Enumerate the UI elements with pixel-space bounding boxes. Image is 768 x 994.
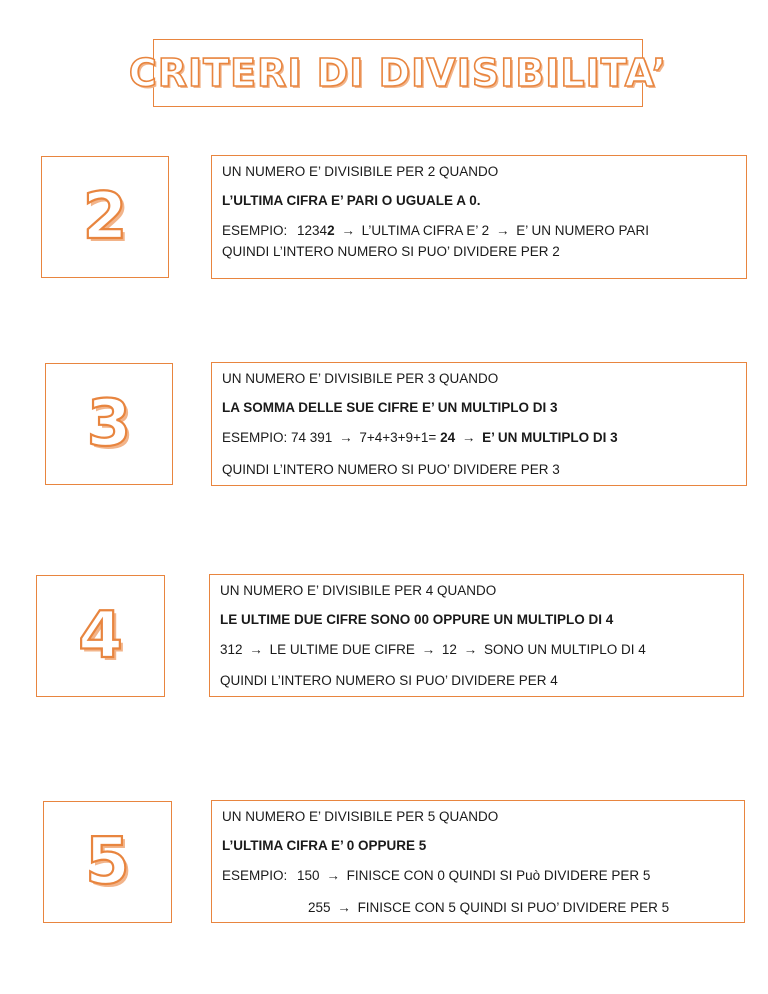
page-title: CRITERI DI DIVISIBILITA’ [128, 51, 668, 95]
rule-intro: UN NUMERO E’ DIVISIBILE PER 5 QUANDO [222, 809, 499, 824]
arrow-icon: → [339, 430, 353, 445]
rule-conclusion: QUINDI L’INTERO NUMERO SI PUO’ DIVIDERE PER 4 [220, 673, 558, 688]
example-step: SONO UN MULTIPLO DI 4 [483, 642, 646, 657]
example-label: ESEMPIO: [222, 223, 288, 238]
example-label: ESEMPIO: [222, 868, 288, 883]
example-number: 312 [220, 642, 243, 657]
rule-statement: LA SOMMA DELLE SUE CIFRE E’ UN MULTIPLO DI 3 [222, 400, 558, 415]
arrow-icon: → [461, 430, 476, 445]
rule-example-2 [308, 900, 669, 915]
rule-intro: UN NUMERO E’ DIVISIBILE PER 4 QUANDO [220, 583, 497, 598]
rule-box-5 [211, 800, 745, 923]
rule-box-3 [211, 362, 747, 486]
rule-intro: UN NUMERO E’ DIVISIBILE PER 2 QUANDO [222, 164, 499, 179]
example-number: 1234 [297, 223, 328, 238]
arrow-icon: → [495, 223, 510, 238]
rule-box-2 [211, 155, 747, 279]
number-box-5 [43, 801, 172, 923]
number-5: 5 [85, 825, 130, 899]
example-step: L’ULTIMA CIFRA E’ 2 [361, 223, 490, 238]
number-box-2 [41, 156, 169, 278]
rule-conclusion: QUINDI L’INTERO NUMERO SI PUO’ DIVIDERE PER 3 [222, 462, 560, 477]
rule-statement: LE ULTIME DUE CIFRE SONO 00 OPPURE UN MULTIPLO DI 4 [220, 612, 614, 627]
number-2: 2 [82, 180, 128, 254]
example-last-digit: 2 [327, 223, 335, 238]
rule-example [222, 430, 618, 445]
rule-example [220, 642, 646, 657]
number-3: 3 [86, 387, 132, 461]
example-sum: 7+4+3+9+1= [359, 430, 437, 445]
example-label: ESEMPIO: 74 391 [222, 430, 333, 445]
example-result-text: E’ UN MULTIPLO DI 3 [482, 430, 618, 445]
rule-example [222, 868, 650, 883]
number-4: 4 [78, 599, 123, 673]
rule-example [222, 223, 649, 238]
example-text: FINISCE CON 5 QUINDI SI PUO’ DIVIDERE PER 5 [357, 900, 670, 915]
title-box [128, 39, 668, 107]
arrow-icon: → [326, 868, 340, 883]
example-text: FINISCE CON 0 QUINDI SI Può DIVIDERE PER 5 [346, 868, 651, 883]
rule-statement: L’ULTIMA CIFRA E’ 0 OPPURE 5 [222, 838, 427, 853]
arrow-icon: → [341, 223, 355, 238]
example-result: 24 [440, 430, 456, 445]
number-box-3 [45, 363, 173, 485]
example-number: 255 [308, 900, 331, 915]
arrow-icon: → [249, 642, 263, 657]
rule-conclusion: QUINDI L’INTERO NUMERO SI PUO’ DIVIDERE PER 2 [222, 244, 560, 259]
rule-statement: L’ULTIMA CIFRA E’ PARI O UGUALE A 0. [222, 193, 481, 208]
example-step: 12 [441, 642, 457, 657]
rule-box-4 [209, 574, 744, 697]
example-step: E’ UN NUMERO PARI [516, 223, 649, 238]
arrow-icon: → [463, 642, 478, 657]
arrow-icon: → [421, 642, 436, 657]
arrow-icon: → [337, 900, 351, 915]
rule-intro: UN NUMERO E’ DIVISIBILE PER 3 QUANDO [222, 371, 499, 386]
example-number: 150 [297, 868, 320, 883]
example-step: LE ULTIME DUE CIFRE [269, 642, 415, 657]
number-box-4 [36, 575, 165, 697]
